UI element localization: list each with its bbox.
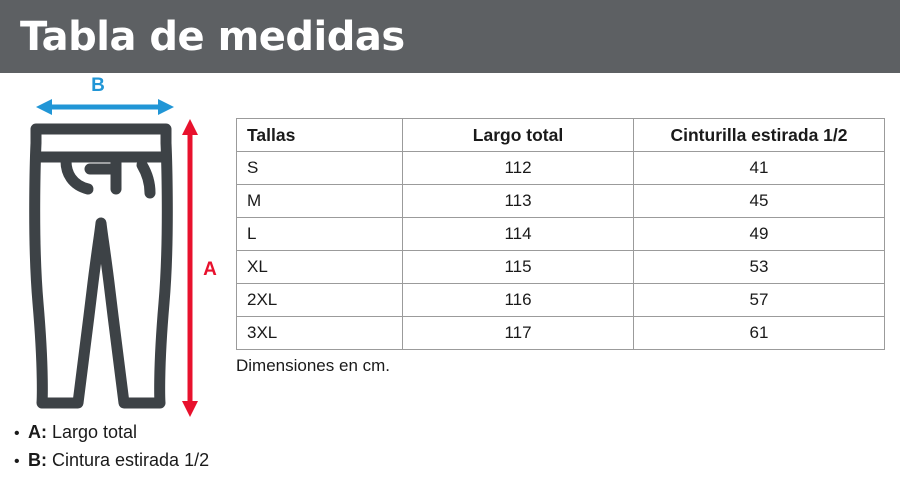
legend-text-a: Largo total [52, 422, 138, 442]
table-row [237, 251, 885, 284]
cell-size: S [237, 152, 403, 185]
cell-size: M [237, 185, 403, 218]
cell-size: 2XL [237, 284, 403, 317]
cell-waist: 41 [634, 152, 885, 185]
legend-key-a: A: [28, 422, 47, 442]
legend-item-a [14, 422, 514, 443]
cell-size: L [237, 218, 403, 251]
page-title: Tabla de medidas [20, 13, 405, 60]
cell-total-length: 114 [403, 218, 634, 251]
table-row [237, 284, 885, 317]
table-row [237, 152, 885, 185]
table-header-row [237, 119, 885, 152]
table-row [237, 185, 885, 218]
cell-waist: 53 [634, 251, 885, 284]
column-header-waist: Cinturilla estirada 1/2 [634, 119, 885, 152]
header-bar [0, 0, 900, 73]
cell-total-length: 113 [403, 185, 634, 218]
column-header-sizes: Tallas [237, 119, 403, 152]
width-label: B [91, 75, 105, 96]
legend [14, 422, 514, 478]
legend-key-b: B: [28, 450, 47, 470]
bullet-icon: • [14, 453, 20, 470]
cell-waist: 61 [634, 317, 885, 350]
cell-waist: 49 [634, 218, 885, 251]
measurements-table [236, 118, 885, 350]
legend-item-b [14, 450, 514, 471]
cell-total-length: 112 [403, 152, 634, 185]
cell-total-length: 116 [403, 284, 634, 317]
cell-total-length: 115 [403, 251, 634, 284]
cell-waist: 45 [634, 185, 885, 218]
height-dimension-arrow [182, 119, 198, 417]
legend-text-b: Cintura estirada 1/2 [52, 450, 210, 470]
column-header-total-length: Largo total [403, 119, 634, 152]
bullet-icon: • [14, 425, 20, 442]
table-row [237, 218, 885, 251]
width-dimension-arrow [36, 99, 174, 115]
measurements-table-wrap [236, 118, 884, 376]
table-row [237, 317, 885, 350]
cell-waist: 57 [634, 284, 885, 317]
units-note: Dimensiones en cm. [236, 356, 391, 375]
cell-size: XL [237, 251, 403, 284]
cell-total-length: 117 [403, 317, 634, 350]
sweatpants-icon [35, 129, 168, 403]
garment-diagram [0, 73, 232, 425]
height-label: A [203, 259, 217, 280]
cell-size: 3XL [237, 317, 403, 350]
